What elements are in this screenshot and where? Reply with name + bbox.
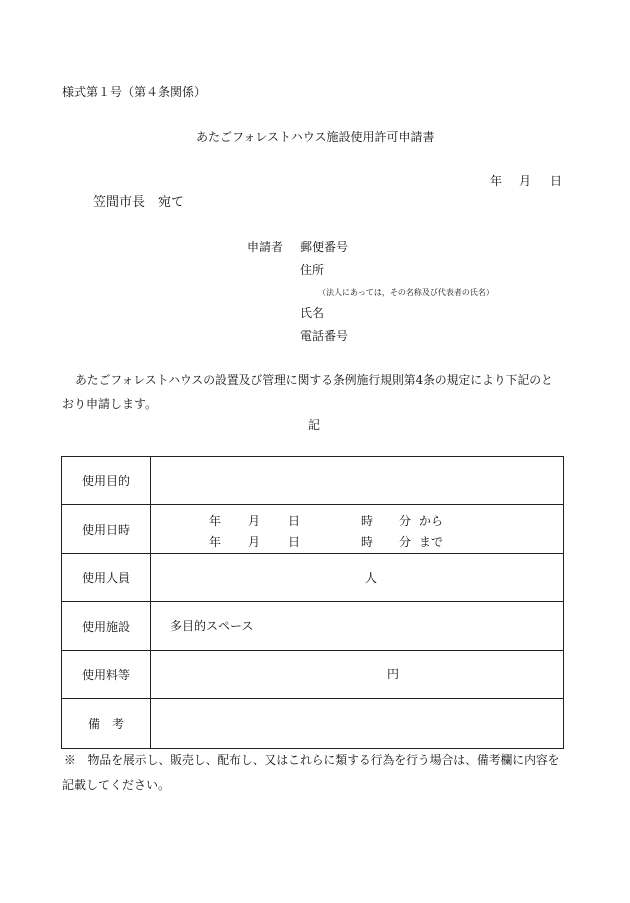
form-title: あたごフォレストハウス施設使用許可申請書	[196, 130, 435, 144]
end-minute: 分	[399, 535, 412, 549]
postal-code-label: 郵便番号	[300, 240, 349, 254]
facility-value: 多目的スペース	[170, 619, 254, 633]
body-text-line2: おり申請します。	[62, 397, 158, 411]
application-table	[61, 456, 564, 749]
note-line2: 記載してください。	[62, 778, 171, 792]
people-label: 使用人員	[62, 554, 151, 602]
end-day: 日	[288, 535, 301, 549]
purpose-label: 使用目的	[62, 457, 151, 505]
facility-field[interactable]	[151, 602, 564, 651]
datetime-label: 使用日時	[62, 505, 151, 554]
phone-label: 電話番号	[300, 329, 349, 343]
applicant-label: 申請者	[247, 240, 284, 254]
remarks-label: 備 考	[62, 699, 151, 749]
row-facility	[62, 602, 564, 651]
row-datetime	[62, 505, 564, 554]
start-month: 月	[248, 514, 261, 528]
people-field[interactable]	[151, 554, 564, 602]
remarks-field[interactable]	[151, 699, 564, 749]
name-label: 氏名	[300, 306, 325, 320]
fee-field[interactable]	[151, 651, 564, 699]
end-year: 年	[209, 535, 222, 549]
date-day: 日	[550, 174, 563, 188]
row-remarks	[62, 699, 564, 749]
row-purpose	[62, 457, 564, 505]
start-day: 日	[288, 514, 301, 528]
start-minute: 分	[399, 514, 412, 528]
start-suffix: から	[419, 514, 444, 528]
ki-heading: 記	[308, 418, 321, 432]
datetime-field[interactable]	[151, 505, 564, 554]
body-text-line1: あたごフォレストハウスの設置及び管理に関する条例施行規則第4条の規定により下記のと	[75, 373, 553, 387]
start-hour: 時	[361, 514, 374, 528]
end-suffix: まで	[419, 535, 444, 549]
facility-label: 使用施設	[62, 602, 151, 651]
fee-unit: 円	[387, 667, 400, 681]
address-label: 住所	[300, 263, 325, 277]
end-hour: 時	[361, 535, 374, 549]
date-year: 年	[490, 174, 503, 188]
purpose-field[interactable]	[151, 457, 564, 505]
row-fee	[62, 651, 564, 699]
end-month: 月	[248, 535, 261, 549]
addressee: 笠間市長 宛て	[93, 195, 185, 210]
note-line1: ※ 物品を展示し、販売し、配布し、又はこれらに類する行為を行う場合は、備考欄に内容を	[64, 753, 560, 767]
fee-label: 使用料等	[62, 651, 151, 699]
corporate-note: （法人にあっては，その名称及び代表者の氏名）	[318, 288, 494, 297]
date-month: 月	[519, 174, 532, 188]
form-number: 様式第１号（第４条関係）	[62, 85, 207, 99]
people-unit: 人	[365, 571, 378, 585]
start-year: 年	[209, 514, 222, 528]
row-people	[62, 554, 564, 602]
